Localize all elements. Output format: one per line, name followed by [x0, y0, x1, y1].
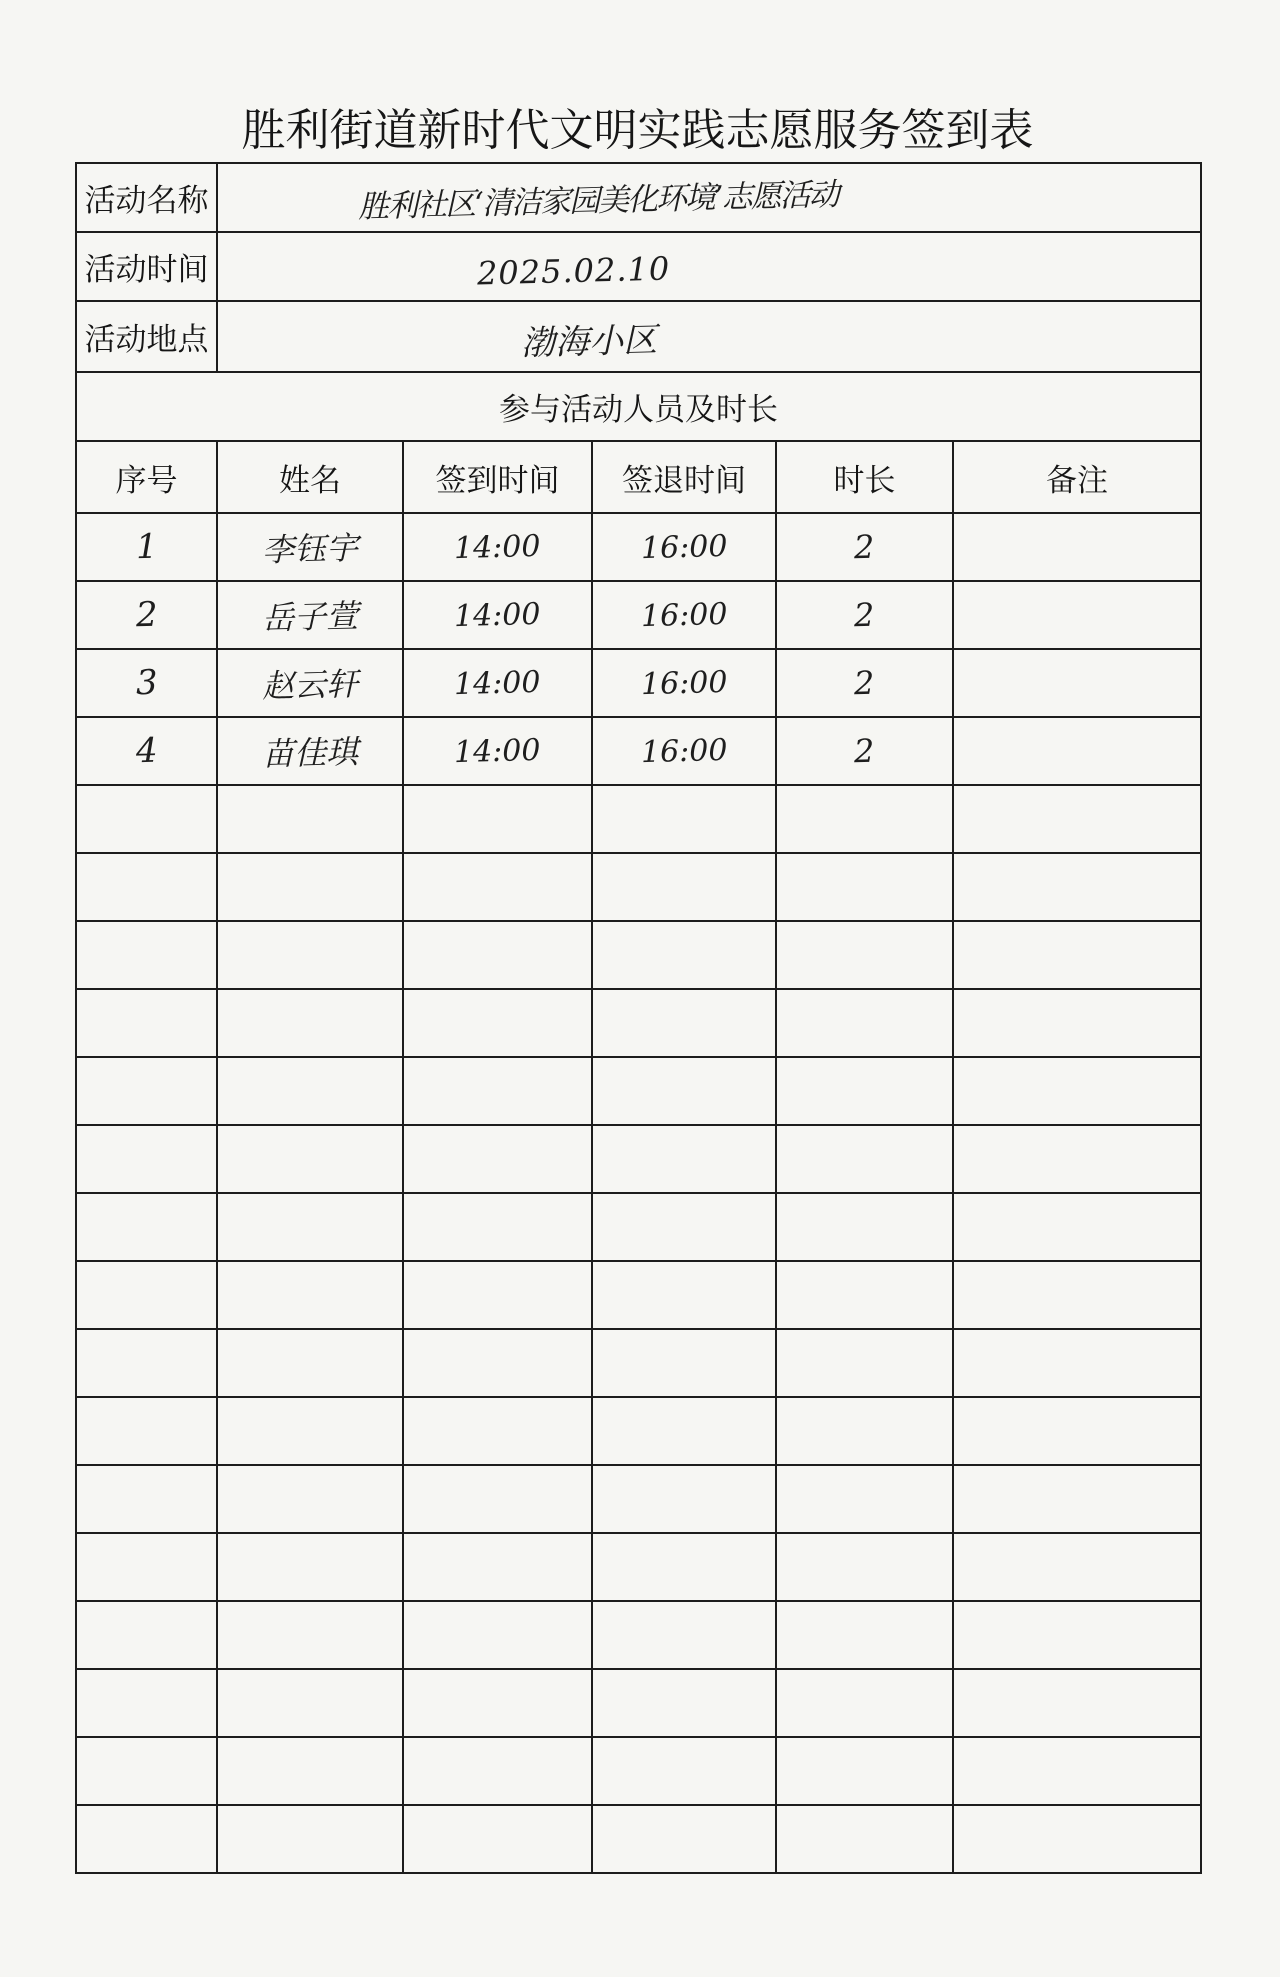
cell-remarks: [953, 1533, 1201, 1601]
empty-table-row: [76, 1397, 1201, 1465]
cell-name: [217, 1737, 403, 1805]
cell-name: [217, 1057, 403, 1125]
cell-sign-in-time: [403, 649, 592, 717]
cell-remarks: [953, 853, 1201, 921]
empty-table-row: [76, 853, 1201, 921]
cell-sign-in-time: [403, 1465, 592, 1533]
cell-name: [217, 581, 403, 649]
handwritten-name: 赵云轩: [261, 664, 359, 706]
cell-serial-no: [76, 1533, 217, 1601]
cell-remarks: [953, 1397, 1201, 1465]
handwritten-sign-in: 14:00: [453, 596, 542, 634]
cell-sign-in-time: [403, 1805, 592, 1873]
cell-sign-in-time: [403, 1329, 592, 1397]
cell-sign-out-time: [592, 581, 776, 649]
cell-sign-out-time: [592, 1397, 776, 1465]
cell-serial-no: [76, 649, 217, 717]
cell-name: [217, 1465, 403, 1533]
cell-serial-no: [76, 1805, 217, 1873]
handwritten-no: 4: [135, 730, 158, 772]
empty-table-row: [76, 1805, 1201, 1873]
participants-heading-row: [76, 372, 1201, 441]
cell-duration: [776, 649, 953, 717]
handwritten-sign-in: 14:00: [453, 664, 542, 702]
cell-serial-no: [76, 717, 217, 785]
empty-table-row: [76, 1057, 1201, 1125]
cell-duration: [776, 1397, 953, 1465]
cell-name: [217, 1329, 403, 1397]
cell-sign-in-time: [403, 1669, 592, 1737]
column-header-row: [76, 441, 1201, 513]
cell-duration: [776, 1261, 953, 1329]
cell-sign-out-time: [592, 1533, 776, 1601]
cell-sign-out-time: [592, 1737, 776, 1805]
activity-place-row: [76, 301, 1201, 372]
empty-table-row: [76, 1261, 1201, 1329]
table-row: [76, 717, 1201, 785]
activity-time-value: 2025.02.10: [476, 248, 671, 293]
cell-name: [217, 853, 403, 921]
handwritten-sign-out: 16:00: [640, 528, 728, 566]
handwritten-duration: 2: [853, 595, 876, 635]
handwritten-duration: 2: [853, 731, 876, 771]
cell-sign-in-time: [403, 921, 592, 989]
cell-sign-in-time: [403, 785, 592, 853]
cell-remarks: [953, 1805, 1201, 1873]
cell-remarks: [953, 1669, 1201, 1737]
cell-name: [217, 1669, 403, 1737]
cell-duration: [776, 1329, 953, 1397]
cell-duration: [776, 1669, 953, 1737]
handwritten-no: 3: [135, 662, 158, 704]
cell-sign-out-time: [592, 1193, 776, 1261]
cell-name: [217, 649, 403, 717]
cell-remarks: [953, 1261, 1201, 1329]
handwritten-no: 1: [135, 526, 158, 568]
cell-remarks: [953, 1737, 1201, 1805]
cell-name: [217, 1601, 403, 1669]
cell-sign-in-time: [403, 1193, 592, 1261]
handwritten-sign-out: 16:00: [640, 732, 728, 770]
cell-remarks: [953, 649, 1201, 717]
cell-sign-in-time: [403, 513, 592, 581]
cell-remarks: [953, 1057, 1201, 1125]
cell-serial-no: [76, 1193, 217, 1261]
cell-serial-no: [76, 853, 217, 921]
activity-place-label: 活动地点: [76, 301, 217, 372]
cell-sign-out-time: [592, 1805, 776, 1873]
cell-remarks: [953, 989, 1201, 1057]
cell-sign-in-time: [403, 1125, 592, 1193]
table-row: [76, 649, 1201, 717]
handwritten-duration: 2: [853, 527, 876, 567]
cell-duration: [776, 581, 953, 649]
cell-sign-out-time: [592, 649, 776, 717]
cell-serial-no: [76, 1601, 217, 1669]
cell-duration: [776, 1805, 953, 1873]
handwritten-sign-in: 14:00: [453, 732, 542, 770]
cell-remarks: [953, 1329, 1201, 1397]
cell-sign-in-time: [403, 1601, 592, 1669]
activity-time-cell: [217, 232, 1201, 301]
cell-remarks: [953, 513, 1201, 581]
sheet-title: 胜利街道新时代文明实践志愿服务签到表: [241, 105, 1034, 156]
cell-sign-out-time: [592, 1057, 776, 1125]
cell-sign-out-time: [592, 1261, 776, 1329]
cell-name: [217, 1125, 403, 1193]
handwritten-name: 苗佳琪: [261, 732, 359, 774]
activity-time-label: 活动时间: [76, 232, 217, 301]
cell-name: [217, 1193, 403, 1261]
cell-sign-out-time: [592, 921, 776, 989]
cell-sign-in-time: [403, 1737, 592, 1805]
cell-sign-out-time: [592, 785, 776, 853]
handwritten-sign-out: 16:00: [640, 596, 728, 634]
empty-table-row: [76, 1125, 1201, 1193]
handwritten-no: 2: [135, 594, 158, 636]
sign-in-table: [75, 162, 1202, 1874]
activity-name-label: 活动名称: [76, 163, 217, 232]
cell-serial-no: [76, 1397, 217, 1465]
cell-serial-no: [76, 513, 217, 581]
cell-serial-no: [76, 1669, 217, 1737]
cell-name: [217, 785, 403, 853]
empty-table-row: [76, 921, 1201, 989]
cell-sign-out-time: [592, 1465, 776, 1533]
activity-name-cell: [217, 163, 1201, 232]
cell-sign-out-time: [592, 513, 776, 581]
cell-sign-out-time: [592, 989, 776, 1057]
cell-sign-out-time: [592, 1669, 776, 1737]
cell-sign-out-time: [592, 853, 776, 921]
cell-duration: [776, 1737, 953, 1805]
cell-sign-out-time: [592, 717, 776, 785]
cell-serial-no: [76, 1057, 217, 1125]
cell-serial-no: [76, 581, 217, 649]
cell-duration: [776, 1193, 953, 1261]
cell-serial-no: [76, 1125, 217, 1193]
cell-sign-in-time: [403, 1397, 592, 1465]
header-serial-no: 序号: [76, 441, 217, 513]
table-row: [76, 513, 1201, 581]
cell-remarks: [953, 1601, 1201, 1669]
cell-serial-no: [76, 785, 217, 853]
empty-table-row: [76, 989, 1201, 1057]
empty-table-row: [76, 1329, 1201, 1397]
cell-duration: [776, 853, 953, 921]
empty-table-row: [76, 1669, 1201, 1737]
cell-duration: [776, 1465, 953, 1533]
cell-serial-no: [76, 989, 217, 1057]
cell-remarks: [953, 785, 1201, 853]
cell-sign-out-time: [592, 1601, 776, 1669]
cell-duration: [776, 513, 953, 581]
empty-table-row: [76, 1601, 1201, 1669]
cell-serial-no: [76, 1465, 217, 1533]
activity-time-row: [76, 232, 1201, 301]
activity-place-cell: [217, 301, 1201, 372]
cell-remarks: [953, 1465, 1201, 1533]
handwritten-name: 李钰宇: [261, 528, 359, 570]
empty-table-row: [76, 1193, 1201, 1261]
empty-table-row: [76, 1465, 1201, 1533]
cell-sign-in-time: [403, 1533, 592, 1601]
cell-duration: [776, 785, 953, 853]
cell-sign-in-time: [403, 853, 592, 921]
cell-serial-no: [76, 921, 217, 989]
handwritten-name: 岳子萱: [261, 596, 359, 638]
cell-name: [217, 513, 403, 581]
cell-name: [217, 1533, 403, 1601]
cell-duration: [776, 717, 953, 785]
header-remarks: 备注: [953, 441, 1201, 513]
cell-remarks: [953, 921, 1201, 989]
table-row: [76, 581, 1201, 649]
cell-sign-in-time: [403, 717, 592, 785]
cell-duration: [776, 1533, 953, 1601]
empty-table-row: [76, 785, 1201, 853]
cell-duration: [776, 1057, 953, 1125]
header-sign-out-time: 签退时间: [592, 441, 776, 513]
empty-table-row: [76, 1737, 1201, 1805]
cell-serial-no: [76, 1261, 217, 1329]
cell-remarks: [953, 581, 1201, 649]
cell-name: [217, 921, 403, 989]
cell-name: [217, 1261, 403, 1329]
cell-sign-in-time: [403, 581, 592, 649]
activity-name-value: 胜利社区‘清洁家园美化环境’志愿活动: [357, 176, 839, 226]
cell-remarks: [953, 717, 1201, 785]
handwritten-duration: 2: [853, 663, 876, 703]
cell-duration: [776, 1601, 953, 1669]
cell-sign-in-time: [403, 989, 592, 1057]
cell-name: [217, 989, 403, 1057]
cell-serial-no: [76, 1737, 217, 1805]
participants-heading: 参与活动人员及时长: [76, 372, 1201, 441]
activity-name-row: [76, 163, 1201, 232]
cell-remarks: [953, 1193, 1201, 1261]
cell-name: [217, 1805, 403, 1873]
cell-serial-no: [76, 1329, 217, 1397]
cell-sign-in-time: [403, 1261, 592, 1329]
handwritten-sign-out: 16:00: [640, 664, 728, 702]
cell-duration: [776, 921, 953, 989]
empty-table-row: [76, 1533, 1201, 1601]
cell-duration: [776, 1125, 953, 1193]
cell-sign-out-time: [592, 1329, 776, 1397]
cell-sign-out-time: [592, 1125, 776, 1193]
cell-duration: [776, 989, 953, 1057]
cell-remarks: [953, 1125, 1201, 1193]
cell-name: [217, 717, 403, 785]
header-name: 姓名: [217, 441, 403, 513]
handwritten-sign-in: 14:00: [453, 528, 542, 566]
cell-name: [217, 1397, 403, 1465]
header-duration: 时长: [776, 441, 953, 513]
activity-place-value: 渤海小区: [520, 320, 658, 364]
cell-sign-in-time: [403, 1057, 592, 1125]
header-sign-in-time: 签到时间: [403, 441, 592, 513]
table-body: [76, 163, 1201, 1873]
